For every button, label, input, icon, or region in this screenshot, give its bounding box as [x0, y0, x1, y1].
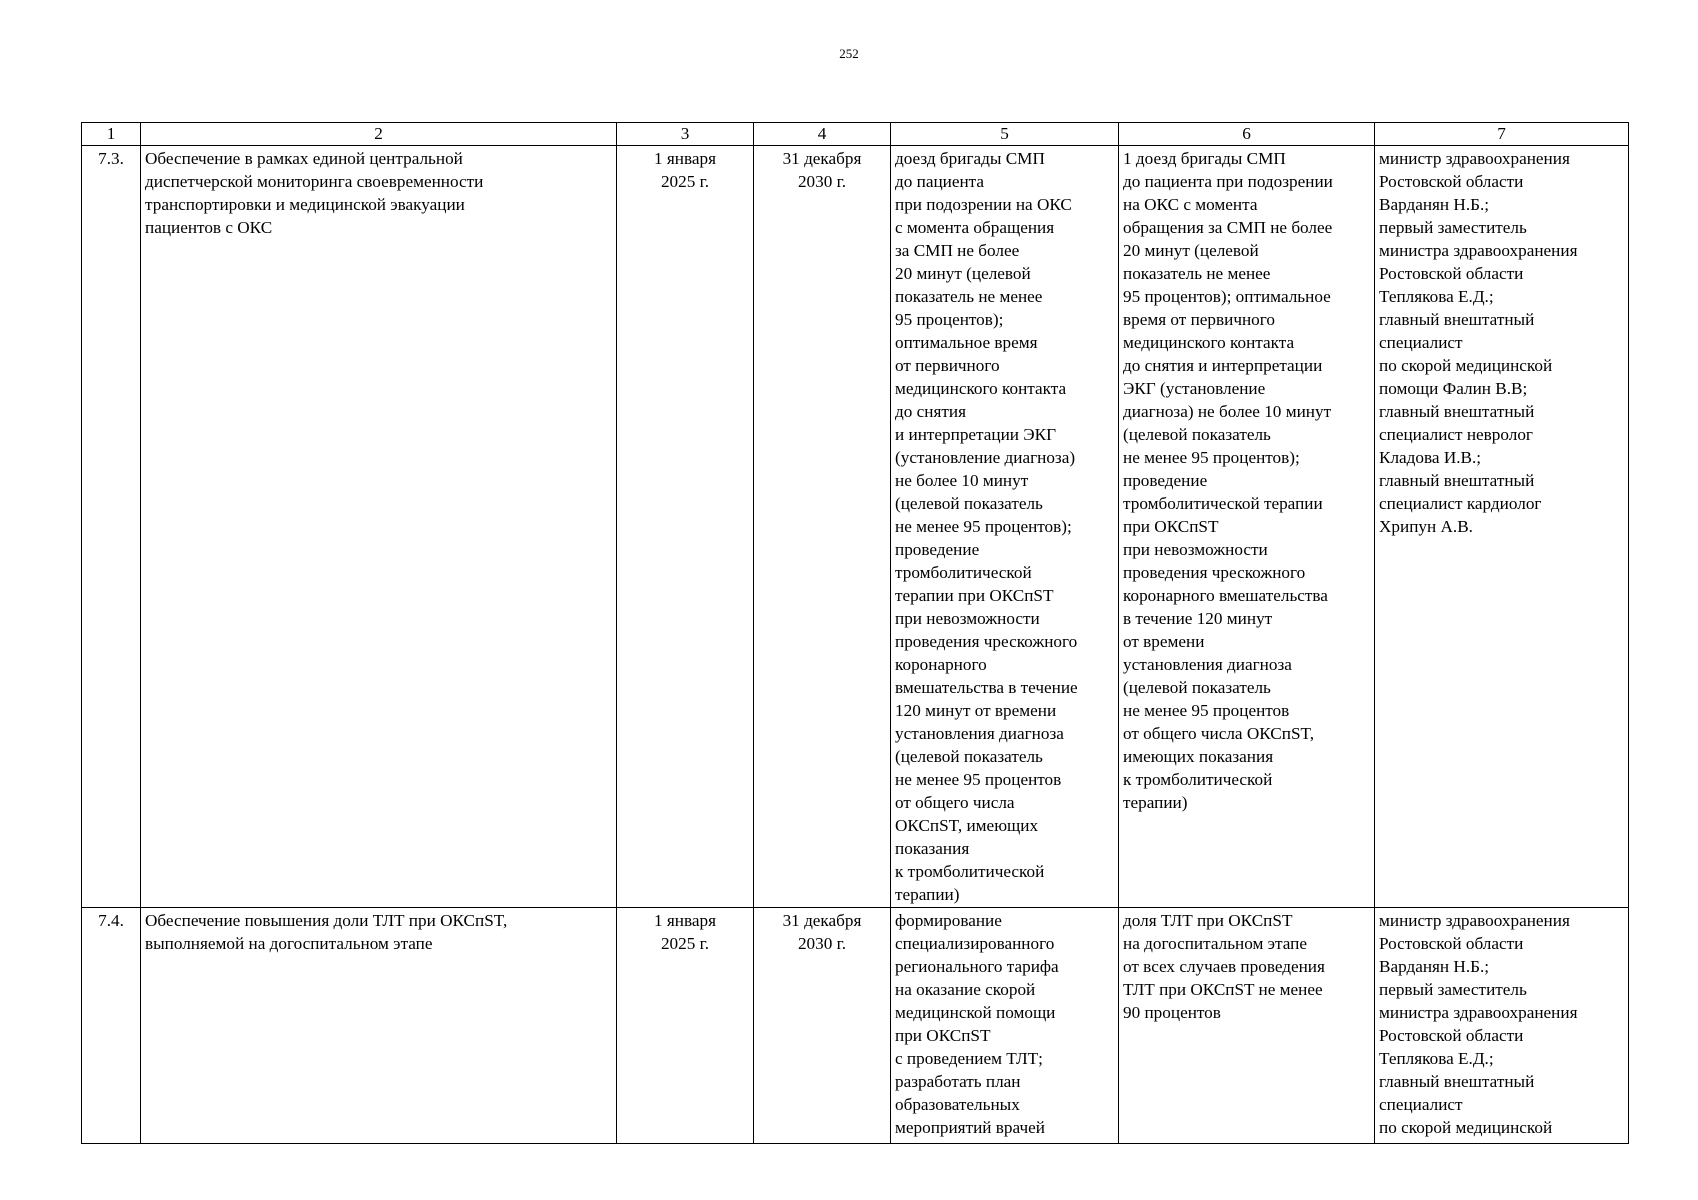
header-cell: 6 — [1119, 123, 1375, 146]
text-line: с момента обращения — [895, 218, 1055, 237]
text-line: терапии) — [1123, 793, 1188, 812]
text-line: 95 процентов); — [895, 310, 1004, 329]
target-indicator — [1119, 146, 1375, 908]
text-line: терапии) — [895, 885, 960, 904]
text-line: коронарного — [895, 655, 987, 674]
text-line: к тромболитической — [895, 862, 1045, 881]
text-line: до снятия и интерпретации — [1123, 356, 1323, 375]
text-line: показатель не менее — [895, 287, 1043, 306]
text-line: от общего числа ОКСпST, — [1123, 724, 1315, 743]
text-line: ТЛТ при ОКСпST не менее — [1123, 980, 1323, 999]
text-line: не менее 95 процентов — [1123, 701, 1290, 720]
text-line: 20 минут (целевой — [1123, 241, 1259, 260]
start-date — [617, 146, 754, 908]
text-line: 31 декабря — [782, 149, 862, 168]
text-line: установления диагноза — [1123, 655, 1292, 674]
text-line: до пациента при подозрении — [1123, 172, 1333, 191]
text-line: министра здравоохранения — [1379, 241, 1578, 260]
text-line: (целевой показатель — [895, 747, 1043, 766]
text-line: оптимальное время — [895, 333, 1038, 352]
text-line: на ОКС с момента — [1123, 195, 1258, 214]
text-line: 95 процентов); оптимальное — [1123, 287, 1331, 306]
text-line: время от первичного — [1123, 310, 1275, 329]
responsible-persons — [1375, 908, 1629, 1144]
text-line: проведения чрескожного — [1123, 563, 1306, 582]
text-line: тромболитической терапии — [1123, 494, 1323, 513]
text-line: Ростовской области — [1379, 1026, 1524, 1045]
text-line: с проведением ТЛТ; — [895, 1049, 1043, 1068]
end-date — [754, 908, 891, 1144]
text-line: не менее 95 процентов — [895, 770, 1062, 789]
measures-table — [81, 122, 1629, 1144]
text-line: от первичного — [895, 356, 1000, 375]
text-line: в течение 120 минут — [1123, 609, 1273, 628]
text-line: проведения чрескожного — [895, 632, 1078, 651]
text-line: (целевой показатель — [1123, 425, 1271, 444]
target-indicator — [1119, 908, 1375, 1144]
text-line: 2025 г. — [660, 172, 710, 191]
header-cell: 3 — [617, 123, 754, 146]
text-line: специализированного — [895, 934, 1055, 953]
text-line: мероприятий врачей — [895, 1118, 1045, 1137]
text-line: Теплякова Е.Д.; — [1379, 1049, 1494, 1068]
text-line: Кладова И.В.; — [1379, 448, 1482, 467]
text-line: до пациента — [895, 172, 985, 191]
text-line: министр здравоохранения — [1379, 911, 1570, 930]
text-line: 1 января — [653, 911, 716, 930]
text-line: обращения за СМП не более — [1123, 218, 1333, 237]
text-line: главный внештатный — [1379, 402, 1535, 421]
text-line: образовательных — [895, 1095, 1020, 1114]
text-line: специалист кардиолог — [1379, 494, 1542, 513]
table-row — [82, 908, 1629, 1144]
text-line: главный внештатный — [1379, 1072, 1535, 1091]
header-cell: 2 — [141, 123, 617, 146]
text-line: разработать план — [895, 1072, 1021, 1091]
text-line: при невозможности — [895, 609, 1040, 628]
text-line: 2030 г. — [797, 172, 847, 191]
header-cell: 5 — [891, 123, 1119, 146]
text-line: 2025 г. — [660, 934, 710, 953]
expected-result — [891, 146, 1119, 908]
text-line: проведение — [895, 540, 980, 559]
text-line: Варданян Н.Б.; — [1379, 957, 1490, 976]
text-line: министр здравоохранения — [1379, 149, 1570, 168]
text-line: 90 процентов — [1123, 1003, 1221, 1022]
header-row — [82, 123, 1629, 146]
text-line: главный внештатный — [1379, 310, 1535, 329]
row-number: 7.3. — [82, 146, 141, 908]
text-line: имеющих показания — [1123, 747, 1274, 766]
text-line: Теплякова Е.Д.; — [1379, 287, 1494, 306]
text-line: проведение — [1123, 471, 1208, 490]
text-line: 120 минут от времени — [895, 701, 1057, 720]
text-line: к тромболитической — [1123, 770, 1273, 789]
text-line: (целевой показатель — [1123, 678, 1271, 697]
text-line: 20 минут (целевой — [895, 264, 1031, 283]
text-line: главный внештатный — [1379, 471, 1535, 490]
text-line: Хрипун А.В. — [1379, 517, 1473, 536]
text-line: Ростовской области — [1379, 172, 1524, 191]
text-line: показатель не менее — [1123, 264, 1271, 283]
text-line: на догоспитальном этапе — [1123, 934, 1308, 953]
text-line: по скорой медицинской — [1379, 356, 1553, 375]
text-line: пациентов с ОКС — [145, 218, 273, 237]
text-line: и интерпретации ЭКГ — [895, 425, 1057, 444]
text-line: специалист — [1379, 333, 1463, 352]
table-row — [82, 146, 1629, 908]
text-line: первый заместитель — [1379, 218, 1527, 237]
text-line: 2030 г. — [797, 934, 847, 953]
end-date — [754, 146, 891, 908]
text-line: первый заместитель — [1379, 980, 1527, 999]
text-line: министра здравоохранения — [1379, 1003, 1578, 1022]
text-line: 1 доезд бригады СМП — [1123, 149, 1286, 168]
header-cell: 4 — [754, 123, 891, 146]
text-line: 31 декабря — [782, 911, 862, 930]
text-line: помощи Фалин В.В; — [1379, 379, 1528, 398]
text-line: Варданян Н.Б.; — [1379, 195, 1490, 214]
text-line: при невозможности — [1123, 540, 1268, 559]
header-cell: 7 — [1375, 123, 1629, 146]
text-line: не более 10 минут — [895, 471, 1029, 490]
text-line: (установление диагноза) — [895, 448, 1076, 467]
text-line: (целевой показатель — [895, 494, 1043, 513]
text-line: доля ТЛТ при ОКСпST — [1123, 911, 1293, 930]
text-line: медицинской помощи — [895, 1003, 1056, 1022]
text-line: от времени — [1123, 632, 1205, 651]
text-line: до снятия — [895, 402, 966, 421]
text-line: коронарного вмешательства — [1123, 586, 1328, 605]
text-line: транспортировки и медицинской эвакуации — [145, 195, 465, 214]
text-line: от всех случаев проведения — [1123, 957, 1325, 976]
text-line: Ростовской области — [1379, 934, 1524, 953]
row-number: 7.4. — [82, 908, 141, 1144]
text-line: 1 января — [653, 149, 716, 168]
text-line: доезд бригады СМП — [895, 149, 1045, 168]
responsible-persons — [1375, 146, 1629, 908]
text-line: выполняемой на догоспитальном этапе — [145, 934, 433, 953]
text-line: диспетчерской мониторинга своевременности — [145, 172, 484, 191]
text-line: Обеспечение в рамках единой центральной — [145, 149, 463, 168]
text-line: Ростовской области — [1379, 264, 1524, 283]
text-line: не менее 95 процентов); — [895, 517, 1072, 536]
text-line: от общего числа — [895, 793, 1015, 812]
text-line: вмешательства в течение — [895, 678, 1078, 697]
text-line: при подозрении на ОКС — [895, 195, 1072, 214]
page-number: 252 — [839, 46, 859, 61]
text-line: медицинского контакта — [895, 379, 1067, 398]
text-line: на оказание скорой — [895, 980, 1036, 999]
text-line: формирование — [895, 911, 1002, 930]
text-line: Обеспечение повышения доли ТЛТ при ОКСпST, — [145, 911, 508, 930]
text-line: тромболитической — [895, 563, 1032, 582]
expected-result — [891, 908, 1119, 1144]
text-line: показания — [895, 839, 970, 858]
text-line: при ОКСпST — [1123, 517, 1219, 536]
text-line: специалист невролог — [1379, 425, 1533, 444]
text-line: не менее 95 процентов); — [1123, 448, 1300, 467]
text-line: ОКСпST, имеющих — [895, 816, 1039, 835]
start-date — [617, 908, 754, 1144]
text-line: за СМП не более — [895, 241, 1020, 260]
text-line: ЭКГ (установление — [1123, 379, 1266, 398]
measure-description — [141, 146, 617, 908]
text-line: медицинского контакта — [1123, 333, 1295, 352]
text-line: регионального тарифа — [895, 957, 1059, 976]
header-cell: 1 — [82, 123, 141, 146]
text-line: терапии при ОКСпST — [895, 586, 1054, 605]
text-line: специалист — [1379, 1095, 1463, 1114]
text-line: по скорой медицинской — [1379, 1118, 1553, 1137]
text-line: установления диагноза — [895, 724, 1064, 743]
text-line: диагноза) не более 10 минут — [1123, 402, 1332, 421]
text-line: при ОКСпST — [895, 1026, 991, 1045]
measure-description — [141, 908, 617, 1144]
